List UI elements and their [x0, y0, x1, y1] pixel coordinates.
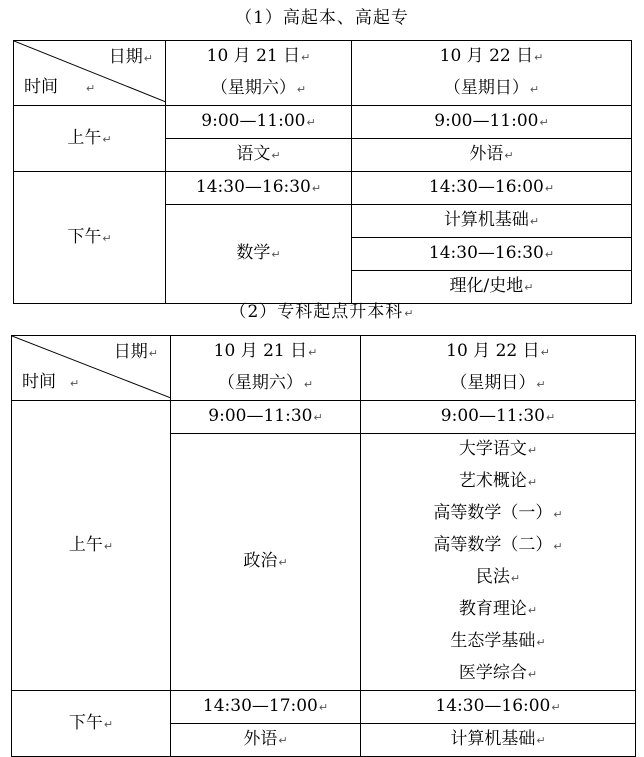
afternoon-col2-subject-1: 计算机基础↵: [352, 205, 632, 238]
header-row: [14, 41, 632, 106]
afternoon-col1-time: 14:30—16:30↵: [166, 172, 352, 205]
afternoon-col2-time: 14:30—16:00↵: [361, 691, 636, 724]
corner-cell: [12, 336, 171, 401]
corner-cell: [14, 41, 166, 106]
afternoon-col2-time-2: 14:30—16:30↵: [352, 238, 632, 271]
morning-col1-time: 9:00—11:30↵: [171, 401, 361, 434]
col1-header: 10 月 21 日↵ （星期六）↵: [171, 336, 361, 401]
header-row: [12, 336, 636, 401]
corner-time-label: 时间 ↵: [24, 77, 96, 97]
subject-list-item: 生态学基础↵: [450, 631, 546, 651]
col2-header: 10 月 22 日↵ （星期日）↵: [361, 336, 636, 401]
afternoon-time-row: [12, 691, 636, 724]
corner-time-label: 时间 ↵: [22, 372, 80, 392]
morning-col2-subjects: [361, 434, 636, 691]
section1-caption: （1）高起本、高起专: [235, 8, 409, 28]
subject-list-item: 教育理论↵: [458, 599, 538, 619]
morning-col2-time: 9:00—11:00↵: [352, 106, 632, 139]
schedule-table-2: [11, 335, 636, 757]
col1-header: 10 月 21 日↵ （星期六）↵: [166, 41, 352, 106]
morning-time-row: [14, 106, 632, 139]
afternoon-row-1: [14, 172, 632, 205]
morning-col2-time: 9:00—11:30↵: [361, 401, 636, 434]
morning-time-row: [12, 401, 636, 434]
subject-list-item: 高等数学（二）↵: [433, 535, 563, 555]
afternoon-col1-subject: 外语↵: [171, 724, 361, 757]
afternoon-label: 下午↵: [14, 172, 166, 304]
corner-date-label: 日期↵: [108, 47, 153, 67]
morning-col2-subject: 外语↵: [352, 139, 632, 172]
morning-col1-time: 9:00—11:00↵: [166, 106, 352, 139]
morning-col1-subject: 语文↵: [166, 139, 352, 172]
morning-label: 上午↵: [14, 106, 166, 172]
subject-list-item: 大学语文↵: [458, 439, 538, 459]
afternoon-col2-subject-2: 理化/史地↵: [352, 271, 632, 304]
section2-caption: （2）专科起点升本科↵: [229, 302, 415, 322]
schedule-table-1: [13, 40, 632, 304]
subject-list-item: 高等数学（一）↵: [433, 503, 563, 523]
corner-date-label: 日期↵: [113, 342, 158, 362]
afternoon-col2-subject: 计算机基础↵: [361, 724, 636, 757]
subject-list-item: 艺术概论↵: [458, 471, 538, 491]
afternoon-col1-subject: 数学↵: [166, 205, 352, 304]
afternoon-col1-time: 14:30—17:00↵: [171, 691, 361, 724]
afternoon-label: 下午↵: [12, 691, 171, 757]
morning-col1-subject: 政治↵: [171, 434, 361, 691]
subject-list-item: 医学综合↵: [458, 663, 538, 683]
morning-label: 上午↵: [12, 401, 171, 691]
afternoon-col2-time-1: 14:30—16:00↵: [352, 172, 632, 205]
col2-header: 10 月 22 日↵ （星期日）↵: [352, 41, 632, 106]
subject-list-item: 民法↵: [475, 567, 521, 587]
